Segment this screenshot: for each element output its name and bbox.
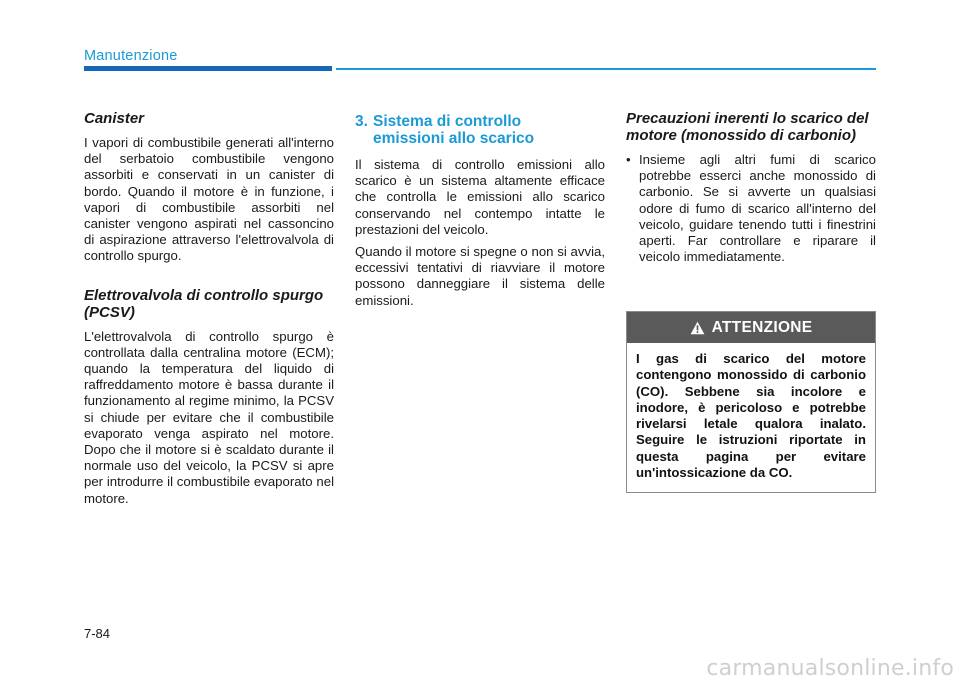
precautions-title: Precauzioni inerenti lo scarico del motore (monossido di carbonio) [626,110,869,144]
column-middle [355,110,605,315]
canister-title: Canister [84,110,145,127]
section-title-line1: Sistema di controllo [373,113,522,130]
precautions-bullet [626,152,876,265]
header-rule-dark [84,66,332,71]
warning-triangle-icon [690,321,705,335]
section-header: Manutenzione [84,48,178,64]
column-left [84,110,334,513]
watermark: carmanualsonline.info [706,656,954,681]
page-number: 7-84 [84,626,111,641]
pcsv-title: Elettrovalvola di controllo spurgo (PCSV) [84,286,324,321]
warning-header [627,312,875,343]
header-rule-light [336,68,876,70]
pcsv-text: L'elettrovalvola di controllo spurgo è controllata dalla centralina motore (ECM); quando la temperatura del liquido di raffreddamento motore è bassa durante il funzionamento al regime minimo, la PCSV si chiude per evitare che il combustibile evaporato venga aspirato nel motore. Dopo che il motore si è scaldato durante il normale uso del veicolo, la PCSV si apre per introdurre il combustibile evaporato nel motore. [84,328,334,506]
emissions-para-1: Il sistema di controllo emissioni allo scarico è un sistema altamente efficace che controlla le emissioni allo scarico conservando nel contempo intatte le prestazioni del veicolo. [355,157,605,237]
emissions-para-2: Quando il motore si spegne o non si avvia, eccessivi tentativi di riavviare il motore possono danneggiare il sistema delle emissioni. [355,244,605,308]
precautions-bullet-text: Insieme agli altri fumi di scarico potrebbe esserci anche monossido di carbonio. Se si avverte un qualsiasi odore di fumo di scarico all'interno del veicolo, guidare tenendo tutti i finestrini aperti. Far controllare e riparare il veicolo immediatamente. [639,152,876,265]
canister-text: I vapori di combustibile generati all'interno del serbatoio combustibile vengono assorbiti e conservati in un canister di bordo. Quando il motore è in funzione, i vapori di combustibile assorbiti nel canister vengono aspirati nel cassoncino di aspirazione attraverso l'elettrovalvola di controllo spurgo. [84,135,334,264]
warning-text: I gas di scarico del motore contengono monossido di carbonio (CO). Sebbene sia incolore e inodore, è pericoloso e potrebbe rivelarsi letale qualora inalato. Seguire le istruzioni riportate in questa pagina per evitare un'intossicazione da CO. [636,351,866,481]
section-title-line2: emissioni allo scarico [373,130,535,147]
section-number: 3. [355,113,368,130]
warning-label: ATTENZIONE [711,318,813,336]
bullet-dot: • [626,152,631,167]
section-title [355,113,605,147]
warning-box [626,311,876,493]
column-right [626,110,876,271]
